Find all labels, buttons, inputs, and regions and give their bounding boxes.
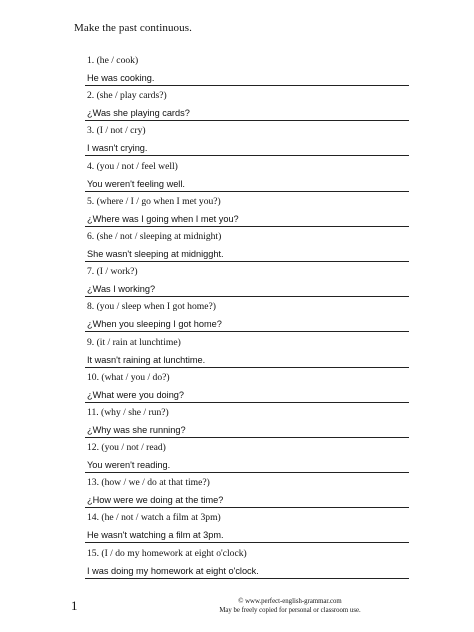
answer-text: It wasn't raining at lunchtime.	[87, 354, 206, 365]
exercise-prompt: 11. (why / she / run?)	[87, 406, 169, 418]
answer-line	[85, 578, 409, 579]
exercise-item	[0, 547, 474, 582]
answer-text: ¿Where was I going when I met you?	[87, 213, 239, 224]
answer-text: ¿Was I working?	[87, 284, 156, 295]
exercise-item	[0, 406, 474, 441]
exercise-item	[0, 160, 474, 195]
answer-text: She wasn't sleeping at midnigght.	[87, 248, 224, 259]
exercise-item	[0, 265, 474, 300]
worksheet-instruction: Make the past continuous.	[74, 22, 192, 34]
exercise-item	[0, 230, 474, 265]
answer-text: ¿What were you doing?	[87, 389, 185, 400]
exercise-list	[0, 54, 474, 582]
answer-line	[85, 472, 409, 473]
exercise-prompt: 1. (he / cook)	[87, 55, 139, 66]
exercise-prompt: 4. (you / not / feel well)	[87, 160, 178, 172]
exercise-prompt: 9. (it / rain at lunchtime)	[87, 336, 181, 348]
answer-line	[85, 191, 409, 192]
exercise-item	[0, 371, 474, 406]
copy-permission-note: May be freely copied for personal or classroom use.	[219, 606, 361, 614]
exercise-prompt: 3. (I / not / cry)	[87, 125, 146, 137]
exercise-prompt: 6. (she / not / sleeping at midnight)	[87, 230, 222, 242]
answer-line	[85, 226, 409, 227]
exercise-item	[0, 195, 474, 230]
answer-text: You weren't feeling well.	[87, 178, 185, 189]
answer-line	[85, 437, 409, 438]
exercise-item	[0, 336, 474, 371]
answer-text: He wasn't watching a film at 3pm.	[87, 530, 224, 541]
answer-line	[85, 85, 409, 86]
answer-text: He was cooking.	[87, 73, 155, 83]
exercise-item	[0, 300, 474, 335]
exercise-prompt: 8. (you / sleep when I got home?)	[87, 301, 216, 313]
answer-text: I was doing my homework at eight o'clock.	[87, 565, 259, 576]
exercise-item	[0, 441, 474, 476]
exercise-prompt: 13. (how / we / do at that time?)	[87, 477, 210, 489]
answer-line	[85, 367, 409, 368]
exercise-prompt: 2. (she / play cards?)	[87, 90, 167, 102]
exercise-item	[0, 124, 474, 159]
exercise-prompt: 5. (where / I / go when I met you?)	[87, 195, 221, 207]
exercise-item	[0, 54, 474, 89]
answer-line	[85, 155, 409, 156]
exercise-prompt: 12. (you / not / read)	[87, 442, 166, 454]
answer-line	[85, 542, 409, 543]
exercise-prompt: 7. (I / work?)	[87, 266, 138, 278]
exercise-prompt: 14. (he / not / watch a film at 3pm)	[87, 512, 221, 524]
answer-text: You weren't reading.	[87, 460, 171, 471]
answer-line	[85, 507, 409, 508]
answer-text: ¿Was she playing cards?	[87, 108, 190, 119]
answer-text: I wasn't crying.	[87, 143, 148, 154]
footer	[150, 598, 430, 615]
answer-line	[85, 331, 409, 332]
exercise-item	[0, 89, 474, 124]
answer-text: ¿Why was she running?	[87, 424, 186, 435]
exercise-prompt: 15. (I / do my homework at eight o'clock)	[87, 547, 247, 559]
exercise-prompt: 10. (what / you / do?)	[87, 371, 170, 383]
exercise-item	[0, 476, 474, 511]
page-number: 1	[71, 598, 78, 613]
answer-line	[85, 120, 409, 121]
answer-text: ¿When you sleeping I got home?	[87, 319, 222, 330]
exercise-item	[0, 511, 474, 546]
answer-text: ¿How were we doing at the time?	[87, 495, 224, 506]
answer-line	[85, 261, 409, 262]
answer-line	[85, 296, 409, 297]
answer-line	[85, 402, 409, 403]
copyright-text: © www.perfect-english-grammar.com	[238, 598, 342, 605]
